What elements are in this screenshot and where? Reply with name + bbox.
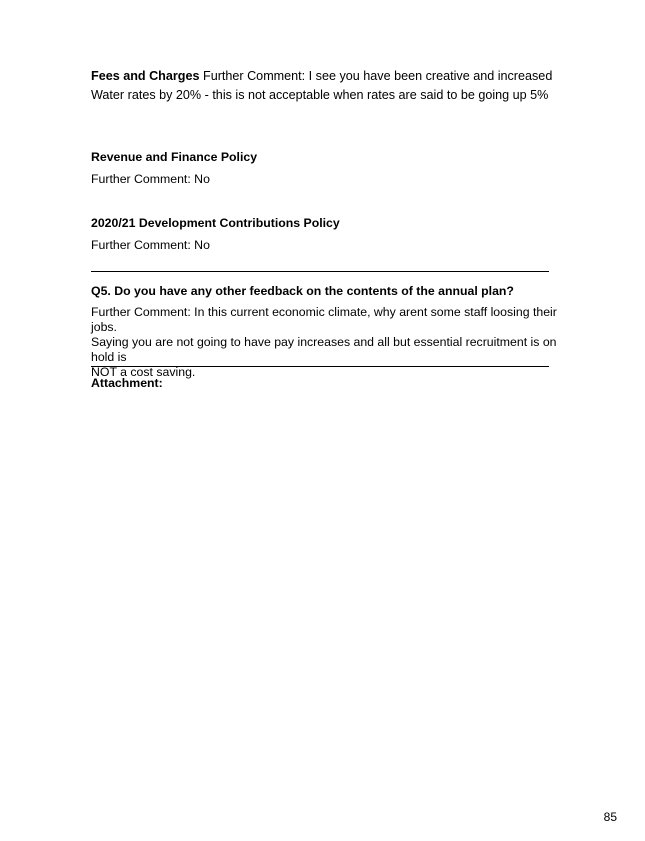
q5-comment-line-3: NOT a cost saving. bbox=[91, 365, 196, 379]
fees-and-charges-line-1 bbox=[91, 67, 561, 86]
revenue-and-finance-heading: Revenue and Finance Policy bbox=[91, 150, 258, 164]
fees-and-charges-comment-line-2: Water rates by 20% - this is not acceptable when rates are said to be going up 5% bbox=[91, 88, 549, 102]
section-divider bbox=[91, 366, 549, 367]
page-number: 85 bbox=[603, 810, 617, 824]
attachment-label: Attachment: bbox=[91, 376, 163, 390]
fees-and-charges-comment-line-1: Further Comment: I see you have been creative and increased bbox=[203, 69, 553, 83]
fees-and-charges-section bbox=[91, 67, 561, 105]
q5-comment-line-2: Saying you are not going to have pay increases and all but essential recruitment is on hold is bbox=[91, 335, 557, 364]
development-contributions-comment: Further Comment: No bbox=[91, 238, 210, 252]
q5-comment-line-1: Further Comment: In this current economic climate, why arent some staff loosing their jobs. bbox=[91, 305, 557, 334]
revenue-and-finance-comment: Further Comment: No bbox=[91, 172, 210, 186]
q5-comment bbox=[91, 305, 561, 380]
development-contributions-heading: 2020/21 Development Contributions Policy bbox=[91, 216, 340, 230]
section-divider bbox=[91, 271, 549, 272]
fees-and-charges-heading: Fees and Charges bbox=[91, 69, 200, 83]
q5-question: Q5. Do you have any other feedback on the contents of the annual plan? bbox=[91, 284, 514, 298]
